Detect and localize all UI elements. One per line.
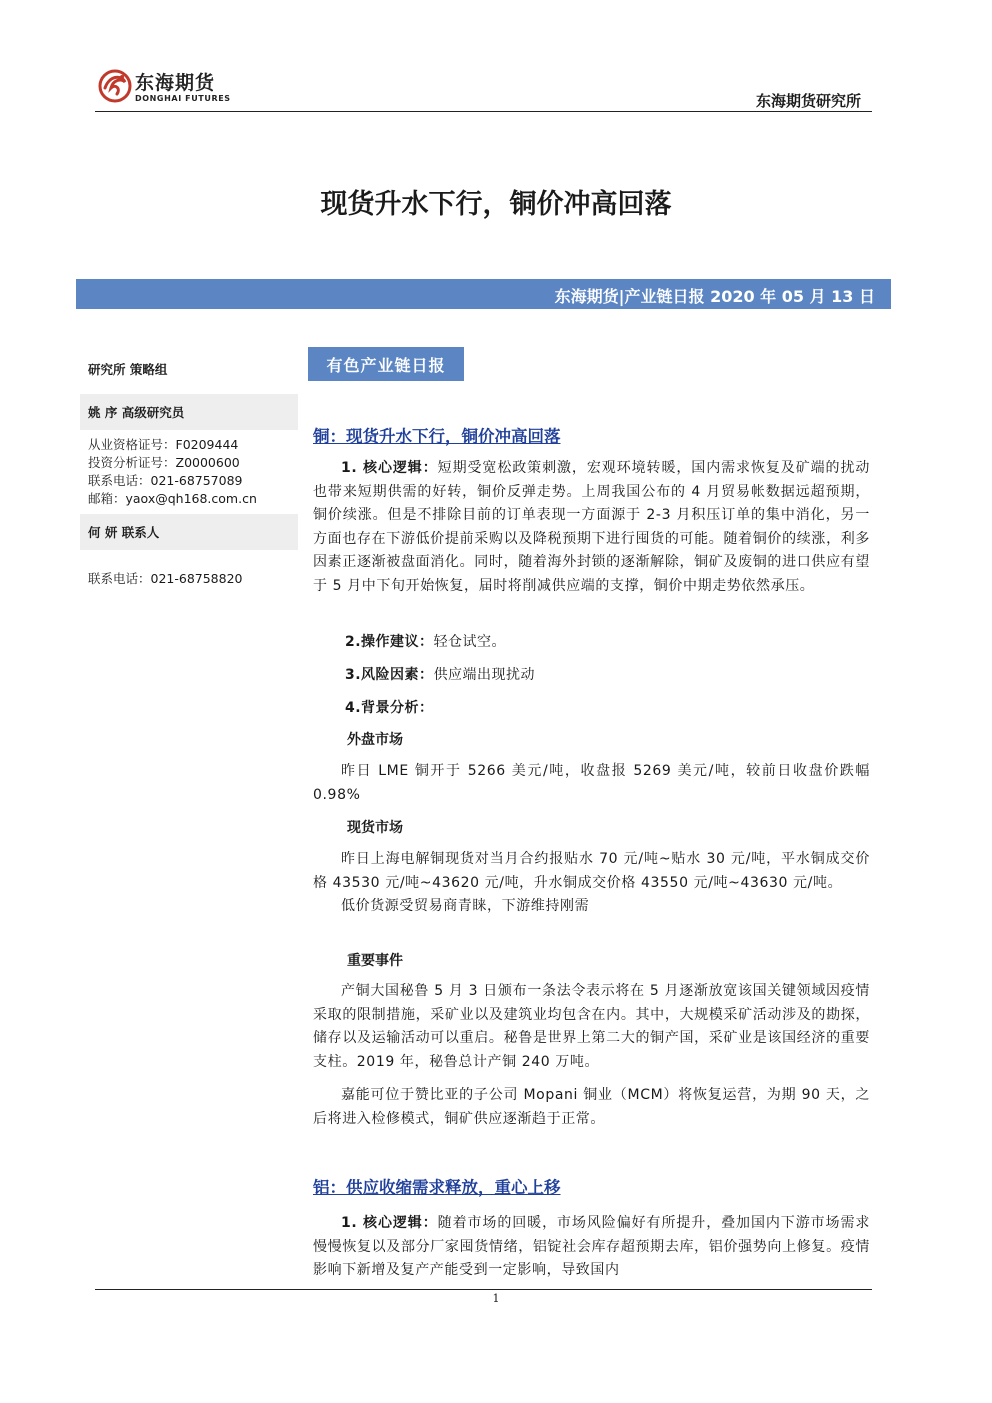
operation-advice-text: 轻仓试空。 (433, 634, 507, 650)
dragon-logo-icon (97, 66, 133, 106)
important-events-block (313, 980, 870, 1132)
spot-market-title: 现货市场 (347, 820, 403, 836)
overseas-market-text: 昨日 LME 铜开于 5266 美元/吨，收盘报 5269 美元/吨，较前日收盘价跌幅 0.98% (313, 763, 870, 803)
spot-market-block (313, 848, 870, 919)
overseas-market-title: 外盘市场 (347, 732, 403, 748)
risk-factors-text: 供应端出现扰动 (433, 667, 536, 683)
report-banner (76, 279, 891, 309)
copper-heading[interactable]: 铜：现货升水下行，铜价冲高回落 (313, 427, 561, 446)
contact-name: 何 妍 联系人 (88, 525, 160, 540)
risk-factors (345, 664, 535, 684)
analyst-name: 姚 序 高级研究员 (88, 405, 185, 420)
logo-english-name: DONGHAI FUTURES (135, 94, 231, 103)
overseas-market-block (313, 760, 870, 807)
operation-advice-label: 2.操作建议： (345, 634, 434, 650)
header-divider (95, 111, 872, 112)
risk-factors-label: 3.风险因素： (345, 667, 434, 683)
aluminum-heading[interactable]: 铝：供应收缩需求释放，重心上移 (313, 1178, 561, 1197)
analyst-phone: 联系电话：021-68757089 (88, 473, 243, 488)
aluminum-logic-text: 随着市场的回暖，市场风险偏好有所提升，叠加国内下游市场需求慢慢恢复以及部分厂家囤货情绪，铝锭社会库存超预期去库，铝价强势向上修复。疫情影响下新增及复产产能受到一定影响，导致国内 (313, 1215, 870, 1279)
page-number: 1 (492, 1292, 500, 1305)
analyst-name-bar (80, 394, 298, 430)
sidebar-dept: 研究所 策略组 (88, 362, 168, 377)
analyst-investment-cert: 投资分析证号：Z0000600 (88, 455, 240, 470)
banner-text: 东海期货|产业链日报 2020 年 05 月 13 日 (554, 287, 875, 306)
background-analysis-label: 4.背景分析： (345, 700, 434, 716)
logo-chinese-name: 东海期货 (135, 72, 216, 94)
contact-name-bar (80, 514, 298, 550)
aluminum-logic-label: 1. 核心逻辑： (341, 1215, 438, 1231)
operation-advice (345, 631, 506, 651)
contact-phone: 联系电话：021-68758820 (88, 571, 243, 586)
spot-market-text: 昨日上海电解铜现货对当月合约报贴水 70 元/吨~贴水 30 元/吨，平水铜成交价格 43530 元/吨~43620 元/吨，升水铜成交价格 43550 元/吨~43630 元/吨。 (313, 851, 870, 891)
report-title: 现货升水下行，铜价冲高回落 (320, 189, 672, 220)
core-logic-text: 短期受宽松政策刺激，宏观环境转暖，国内需求恢复及矿端的扰动也带来短期供需的好转，铜价反弹走势。上周我国公布的 4 月贸易帐数据远超预期，铜价续涨。但是不排除目前的订单表现一方面源于 2-3 月积压订单的集中消化，另一方面也存在下游低价提前采购以及降税预期下进行囤货的可能。随着铜价的续涨，利多因素正逐渐被盘面消化。同时，随着海外封锁的逐渐解除，铜矿及废铜的进口供应有望于 5 月中下旬开始恢复，届时将削减供应端的支撑，铜价中期走势依然承压。 (313, 460, 870, 594)
analyst-email: 邮箱：yaox@qh168.com.cn (88, 491, 257, 506)
footer-divider (95, 1289, 872, 1290)
important-events-title: 重要事件 (347, 953, 403, 969)
spot-market-text-2: 低价货源受贸易商青睐，下游维持刚需 (341, 898, 590, 915)
section-tag (308, 347, 464, 381)
event-mopani-text: 嘉能可位于赞比亚的子公司 Mopani 铜业（MCM）将恢复运营，为期 90 天，之后将进入检修模式，铜矿供应逐渐趋于正常。 (313, 1087, 870, 1127)
copper-core-logic (313, 457, 870, 599)
analyst-qualification: 从业资格证号：F0209444 (88, 437, 239, 452)
aluminum-core-logic (313, 1212, 870, 1283)
institute-name: 东海期货研究所 (755, 92, 861, 110)
analyst-details (88, 436, 306, 508)
company-logo (97, 66, 237, 110)
core-logic-label: 1. 核心逻辑： (341, 460, 438, 476)
section-tag-label: 有色产业链日报 (326, 356, 446, 375)
event-peru-text: 产铜大国秘鲁 5 月 3 日颁布一条法令表示将在 5 月逐渐放宽该国关键领域因疫情采取的限制措施，采矿业以及建筑业均包含在内。其中，大规模采矿活动涉及的勘探，储存以及运输活动可以重启。秘鲁是世界上第二大的铜产国，采矿业是该国经济的重要支柱。2019 年，秘鲁总计产铜 240 万吨。 (313, 983, 870, 1070)
